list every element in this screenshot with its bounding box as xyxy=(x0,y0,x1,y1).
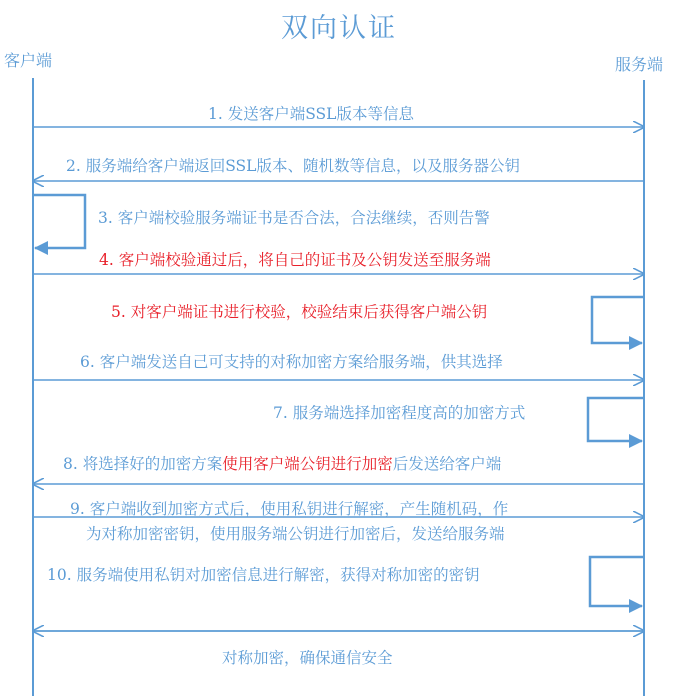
diagram-title: 双向认证 xyxy=(281,13,397,44)
step-8-text-a: 8. 将选择好的加密方案 xyxy=(63,455,223,473)
step-8-label xyxy=(63,455,501,473)
step-8-text-highlight: 使用客户端公钥进行加密 xyxy=(222,455,393,473)
loop-step-7 xyxy=(588,398,644,441)
step-11-label: 对称加密，确保通信安全 xyxy=(222,649,393,667)
step-7-label: 7. 服务端选择加密程度高的加密方式 xyxy=(273,404,526,422)
step-3-label: 3. 客户端校验服务端证书是否合法，合法继续，否则告警 xyxy=(98,209,490,227)
loop-step-5 xyxy=(592,297,644,343)
step-6-label: 6. 客户端发送自己可支持的对称加密方案给服务端，供其选择 xyxy=(80,353,503,371)
step-9-label-line-1: 9. 客户端收到加密方式后，使用私钥进行解密，产生随机码，作 xyxy=(70,500,509,518)
step-9-label-line-2: 为对称加密密钥，使用服务端公钥进行加密后，发送给服务端 xyxy=(86,525,505,543)
step-4-label: 4. 客户端校验通过后，将自己的证书及公钥发送至服务端 xyxy=(99,251,491,269)
client-actor-label: 客户端 xyxy=(4,51,53,70)
step-8-text-c: 后发送给客户端 xyxy=(392,455,502,473)
server-actor-label: 服务端 xyxy=(615,55,664,74)
step-2-label: 2. 服务端给客户端返回SSL版本、随机数等信息，以及服务器公钥 xyxy=(66,157,520,175)
loop-step-3 xyxy=(33,195,85,248)
step-1-label: 1. 发送客户端SSL版本等信息 xyxy=(208,105,414,123)
step-10-label: 10. 服务端使用私钥对加密信息进行解密，获得对称加密的密钥 xyxy=(47,566,480,584)
step-5-label: 5. 对客户端证书进行校验，校验结束后获得客户端公钥 xyxy=(111,303,488,321)
loop-step-10 xyxy=(590,557,644,606)
